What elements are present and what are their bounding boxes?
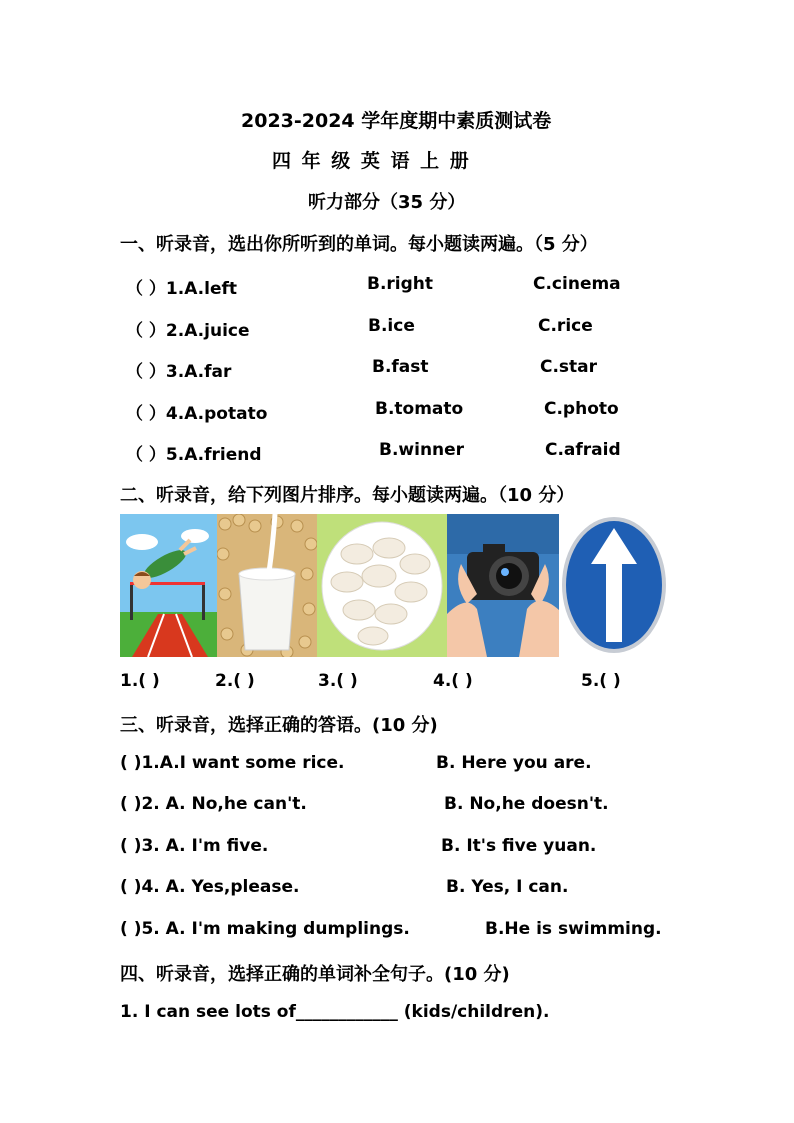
s1-q4-b: B.tomato xyxy=(375,399,464,419)
s1-q4-a: （ ）4.A.potato xyxy=(126,404,268,424)
s4-q1: 1. I can see lots of____________ (kids/children). xyxy=(120,1002,550,1022)
milk-and-soybeans-picture xyxy=(217,514,317,657)
section4-heading: 四、听录音，选择正确的单词补全句子。(10 分) xyxy=(120,964,510,985)
listening-part-title: 听力部分（35 分） xyxy=(308,192,466,213)
s1-q1-a: （ ）1.A.left xyxy=(126,279,238,299)
s3-q5-b: B.He is swimming. xyxy=(485,919,662,939)
s3-q1-b: B. Here you are. xyxy=(436,753,592,773)
s1-q5-a: （ ）5.A.friend xyxy=(126,445,262,465)
s3-q3-a: ( )3. A. I'm five. xyxy=(120,836,269,856)
high-jump-picture xyxy=(120,514,217,657)
s2-blank-3[interactable]: 3.( ) xyxy=(318,671,358,691)
s3-q5-a: ( )5. A. I'm making dumplings. xyxy=(120,919,410,939)
s3-q4-a: ( )4. A. Yes,please. xyxy=(120,877,300,897)
exam-title: 2023-2024 学年度期中素质测试卷 xyxy=(241,110,552,132)
s3-q2-a: ( )2. A. No,he can't. xyxy=(120,794,307,814)
section1-heading: 一、听录音，选出你所听到的单词。每小题读两遍。（5 分） xyxy=(120,234,598,255)
s1-q3-c: C.star xyxy=(540,357,598,377)
section2-heading: 二、听录音，给下列图片排序。每小题读两遍。（10 分） xyxy=(120,485,575,506)
s1-q3-b: B.fast xyxy=(372,357,429,377)
s1-q2-b: B.ice xyxy=(368,316,415,336)
dumplings-picture xyxy=(317,514,447,657)
s3-q3-b: B. It's five yuan. xyxy=(441,836,597,856)
exam-subtitle: 四 年 级 英 语 上 册 xyxy=(272,150,471,172)
s1-q2-c: C.rice xyxy=(538,316,593,336)
s1-q5-b: B.winner xyxy=(379,440,465,460)
s1-q5-c: C.afraid xyxy=(545,440,621,460)
s3-q2-b: B. No,he doesn't. xyxy=(444,794,609,814)
s1-q1-c: C.cinema xyxy=(533,274,621,294)
s1-q1-b: B.right xyxy=(367,274,434,294)
s3-q1-a: ( )1.A.I want some rice. xyxy=(120,753,345,773)
s2-blank-5[interactable]: 5.( ) xyxy=(581,671,621,691)
s2-blank-1[interactable]: 1.( ) xyxy=(120,671,160,691)
section3-heading: 三、听录音，选择正确的答语。(10 分) xyxy=(120,715,438,736)
s1-q4-c: C.photo xyxy=(544,399,619,419)
go-straight-sign-picture xyxy=(559,514,670,657)
s1-q2-a: （ ）2.A.juice xyxy=(126,321,250,341)
s3-q4-b: B. Yes, I can. xyxy=(446,877,569,897)
camera-picture xyxy=(447,514,559,657)
s1-q3-a: （ ）3.A.far xyxy=(126,362,232,382)
s2-blank-4[interactable]: 4.( ) xyxy=(433,671,473,691)
s2-blank-2[interactable]: 2.( ) xyxy=(215,671,255,691)
